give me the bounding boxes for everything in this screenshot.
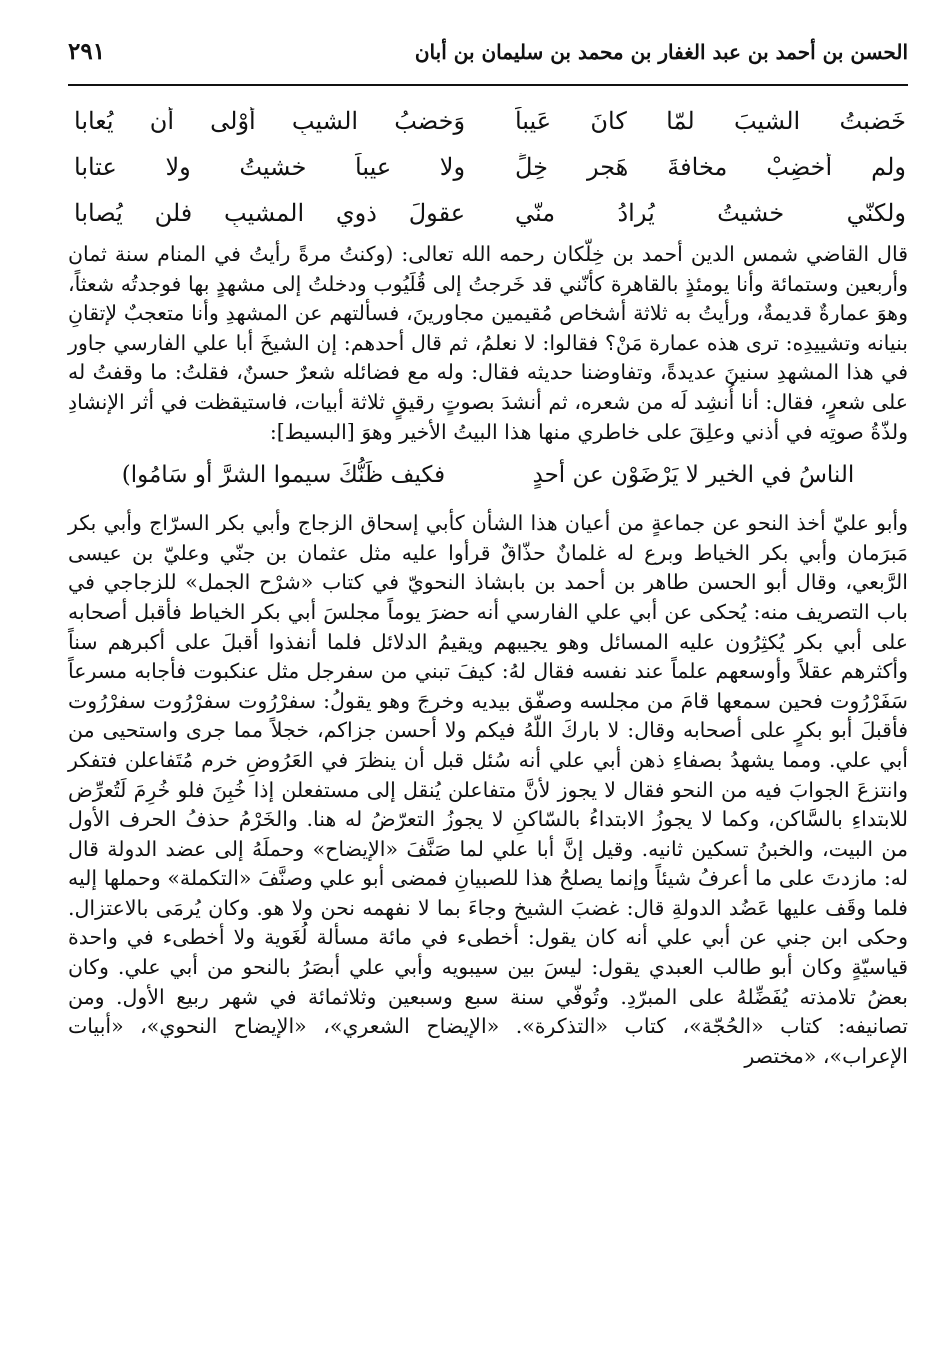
verse-first-hemistich: ولم أخضِبْ مخافةَ هَجرِ خِلٍّ xyxy=(514,153,906,181)
header-title: الحسن بن أحمد بن عبد الغفار بن محمد بن سليمان بن أبان xyxy=(414,40,908,64)
quoted-verse-second-hemistich: فكيف ظَنُّكَ سيموا الشرَّ أو سَامُوا) xyxy=(121,462,446,489)
poem-verse xyxy=(68,190,908,236)
paragraph-biography: وأبو عليّ أخذ النحو عن جماعةٍ من أعيان هذا الشأن كأبي إسحاق الزجاج وأبي بكر السرّاج وأبي بكر مَبرَمان وأبي بكر الخياط وبرع له غلمانٌ حذّاقٌ قرأوا عليه مثل عثمان بن جنّي وعليّ بن عيسى الرَّبعي، وقال أبو الحسن طاهر بن أحمد بن بابشاذ النحويّ في كتاب «شرْح الجمل» للزجاجي في باب التصريف منه: يُحكى عن أبي علي الفارسي أنه حضرَ يوماً مجلسَ أبي بكر الخياط فأقبل أصحابه على أبي بكر يُكثِرُون عليه المسائل وهو يجيبهم ويقيمُ الدلائل فلما أنفذوا أقبلَ على أكبرهم سناً وأكثرهم عقلاً وأوسعهم علماً عند نفسه فقال لهُ: كيفَ تبني من سفرجل مثل عنكبوت فأجابه مسرعاً سَفَرْرُوت فحين سمعها قامَ من مجلسه وصفّق بيديه وخرجَ وهو يقولُ: سفرْرُوت سفرْرُوت سفرْرُوت فأقبلَ أبو بكرٍ على أصحابه وقال: لا باركَ اللّهُ فيكم ولا أحسن جزاكم، خجلاً مما جرى واستحيى من أبي علي. ومما يشهدُ بصفاءِ ذهن أبي علي أنه سُئل قبل أن ينظرَ في العَرُوضِ خرم مُتَفاعلن فتفكر وانتزعَ الجوابَ فيه من النحو فقال لا يجوز لأنَّ متفاعلن يُنقل إلى مستفعلن إذا خُبِنَ فلو خُرِمَ لَتُعرِّض للابتداءِ بالسَّاكن، وكما لا يجوزُ الابتداءُ بالسّاكنِ لا يجوزُ التعرّضُ له هنا. والخَرْمُ حذفُ الحرف الأول من البيت، والخبنُ تسكين ثانيه. وقيل إنَّ أبا علي لما صَنَّفَ «الإيضاح» وحملَهُ إلى عضد الدولة قال له: مازدتَ على ما أعرفُ شيئاً وإنما يصلحُ هذا للصبيانِ فمضى أبو علي وصنَّفَ «التكملة» وحملها إليه فلما وقَف عليها عَضُد الدولةِ قال: غضبَ الشيخ وجاءَ بما لا نفهمه نحن ولا هو. وكان يُرمَى بالاعتزال. وحكى ابن جني عن أبي علي أنه كان يقول: أخطىء في مائة مسألة لُغَوية ولا أخطىء في واحدة قياسيّةٍ وكان أبو طالب العبدي يقول: ليسَ بين سيبويه وأبي علي أبصَرُ بالنحو من أبي علي. وكان بعضُ تلامذته يُفَضِّلهُ على المبرّدِ. وتُوفّي سنة سبع وسبعين وثلاثمائة في شهر ربيع الأول. ومن تصانيفه: كتاب «الحُجّة»، كتاب «التذكرة». «الإيضاح الشعري»، «الإيضاح النحوي»، «أبيات الإعراب»، «مختصر xyxy=(68,511,908,1068)
page-number: ٢٩١ xyxy=(68,38,106,65)
verse-second-hemistich: وَخضبُ الشيبِ أوْلى أن يُعابا xyxy=(74,107,466,135)
body-text xyxy=(68,240,908,1071)
book-page xyxy=(68,38,908,1071)
quoted-verse xyxy=(68,447,908,505)
poem-verse xyxy=(68,98,908,144)
running-header xyxy=(68,38,908,86)
paragraph-dream-account: قال القاضي شمس الدين أحمد بن خِلّكان رحمه الله تعالى: (وكنتُ مرةً رأيتُ في المنام سنة ثمان وأربعين وستمائة وأنا يومئذٍ بالقاهرة كأنّني قد خَرجتُ إلى قُلَيُوب ودخلتُ إلى مشهدٍ بها فوجدتُه شعثاً، وهوَ عمارةٌ قديمةٌ، ورأيتُ به ثلاثة أشخاص مُقيمين مجاورينَ، فسألتهم عن المشهدِ وأنا متعجبٌ لإتقانِ بنيانه وتشييدِه: ترى هذه عمارة مَنْ؟ فقالوا: لا نعلمُ، ثم قال أحدهم: إن الشيخَ أبا علي الفارسي جاور في هذا المشهدِ سنينَ عديدةً، وتفاوضنا حديثه فقال: وله مع فضائله شعرٌ حسنٌ، فقلتُ: ما وقفتُ له على شعرٍ، فقال: أنا أُنشِد لَه من شعره، ثم أنشدَ بصوتٍ رقيقٍ ثلاثة أبيات، فاستيقظت في أثر الإنشادِ ولذّةُ صوتِه في أذني وعلِقَ على خاطري منها هذا البيتُ الأخير وهوَ [البسيط]: xyxy=(68,242,908,444)
verse-second-hemistich: ولا عيباً خشيتُ ولا عتابا xyxy=(74,153,466,181)
quoted-verse-first-hemistich: الناسُ في الخير لا يَرْضَوْن عن أحدٍ xyxy=(532,462,855,489)
verse-first-hemistich: خَضبتُ الشيبَ لمّا كانَ عَيباً xyxy=(514,107,906,135)
poem-verse xyxy=(68,144,908,190)
poem-block xyxy=(68,98,908,236)
verse-second-hemistich: عقولَ ذوي المشيبِ فلن يُصابا xyxy=(74,199,466,227)
verse-first-hemistich: ولكنّي خشيتُ يُرادُ منّي xyxy=(514,199,906,227)
